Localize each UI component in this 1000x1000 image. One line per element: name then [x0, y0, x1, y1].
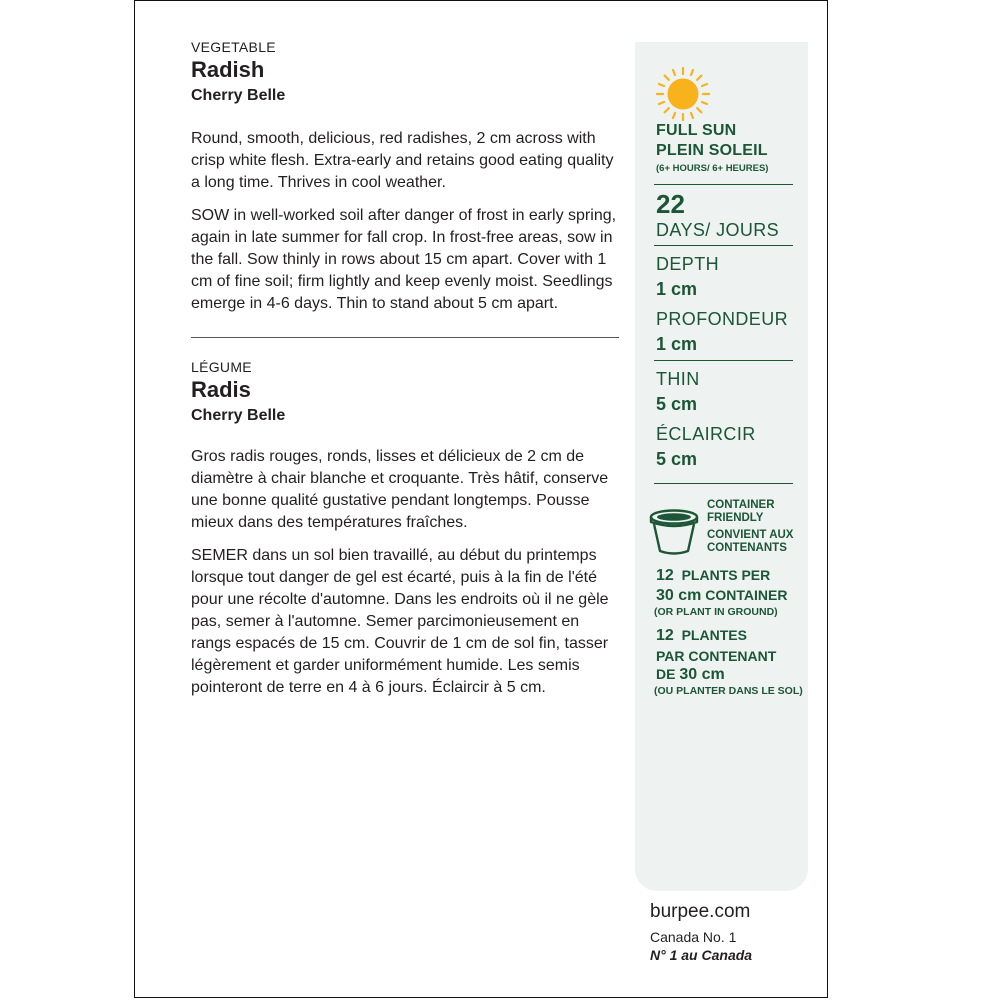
- container-unit-en: CONTAINER: [705, 587, 788, 603]
- days-to-maturity-value: 22: [656, 189, 685, 219]
- sun-requirement-en: FULL SUN: [656, 122, 737, 139]
- per-container-fr: PAR CONTENANT: [656, 648, 777, 664]
- grade-label-en: Canada No. 1: [650, 929, 737, 945]
- category-en: VEGETABLE: [191, 39, 276, 55]
- panel-divider: [654, 483, 793, 484]
- panel-divider: [654, 184, 793, 185]
- sowing-instructions-fr: SEMER dans un sol bien travaillé, au début du printemps lorsque tout danger de gel est écarté, puis à la fin de l'été pour une récolte d'automne. Dans les endroits où il ne gèle pas, semer à l'automne. Semer parcimonieusement en rangs espacés de 15 cm. Couvrir de 1 cm de sol fin, tasser légèrement et garder uniformément humide. Les semis pointeront de terre en 4 à 6 jours. Éclaircir à 5 cm.: [191, 547, 609, 696]
- container-pot-icon: [647, 507, 701, 557]
- panel-divider: [654, 360, 793, 361]
- plants-text-fr: PLANTES: [681, 627, 747, 643]
- description-fr: Gros radis rouges, ronds, lisses et délicieux de 2 cm de diamètre à chair blanche et croquante. Très hâtif, conserve une bonne qualité gustative pendant longtemps. Pousse mieux dans des températures fraîches.: [191, 448, 609, 531]
- thin-label-fr: ÉCLAIRCIR: [656, 424, 756, 444]
- seed-packet-back: [134, 0, 828, 998]
- plant-name-fr: Radis: [191, 377, 251, 402]
- variety-en: Cherry Belle: [191, 87, 286, 104]
- plants-per-text-en: PLANTS PER: [681, 567, 771, 583]
- french-section: [191, 358, 621, 699]
- grade-label-fr: N° 1 au Canada: [650, 947, 753, 963]
- container-friendly-fr: CONVIENT AUX CONTENANTS: [707, 529, 794, 554]
- depth-value-en: 1 cm: [656, 279, 698, 299]
- days-to-maturity-label: DAYS/ JOURS: [656, 220, 780, 240]
- plants-count-en: 12: [656, 567, 674, 584]
- container-friendly-en: CONTAINER FRIENDLY: [707, 499, 775, 524]
- plant-in-ground-note-en: (OR PLANT IN GROUND): [654, 606, 778, 618]
- plants-count-fr: 12: [656, 627, 674, 644]
- website-link[interactable]: burpee.com: [650, 901, 751, 922]
- container-de-fr: DE: [656, 666, 676, 682]
- thin-value-en: 5 cm: [656, 394, 698, 414]
- container-size-fr: [656, 664, 811, 685]
- sun-hours: (6+ HOURS/ 6+ HEURES): [656, 163, 769, 174]
- thin-label-en: THIN: [656, 369, 700, 389]
- description-en: Round, smooth, delicious, red radishes, 2 cm across with crisp white flesh. Extra-early and retains good eating quality a long time. Thrives in cool weather.: [191, 130, 614, 191]
- depth-label-en: DEPTH: [656, 254, 720, 274]
- plants-per-container-fr: [656, 625, 811, 646]
- sun-requirement-fr: PLEIN SOLEIL: [656, 142, 768, 159]
- growing-info-panel: [635, 42, 808, 891]
- sowing-instructions-en: SOW in well-worked soil after danger of frost in early spring, again in late summer for fall crop. In frost-free areas, sow in the fall. Sow thinly in rows about 15 cm apart. Cover with 1 cm of fine soil; firm lightly and keep evenly moist. Seedlings emerge in 4-6 days. Thin to stand about 5 cm apart.: [191, 207, 617, 312]
- thin-value-fr: 5 cm: [656, 449, 698, 469]
- category-fr: LÉGUME: [191, 359, 252, 375]
- panel-divider: [654, 245, 793, 246]
- container-size-en: [656, 585, 811, 606]
- sun-icon: [655, 66, 711, 122]
- description-column: [191, 38, 621, 699]
- variety-fr: Cherry Belle: [191, 407, 286, 424]
- language-divider: [191, 337, 619, 338]
- plants-per-container-en: [656, 565, 811, 586]
- depth-label-fr: PROFONDEUR: [656, 309, 789, 329]
- container-size-value-en: 30 cm: [656, 587, 702, 604]
- depth-value-fr: 1 cm: [656, 334, 698, 354]
- plant-name-en: Radish: [191, 57, 265, 82]
- container-size-value-fr: 30 cm: [679, 666, 725, 683]
- plant-in-ground-note-fr: (OU PLANTER DANS LE SOL): [654, 685, 803, 697]
